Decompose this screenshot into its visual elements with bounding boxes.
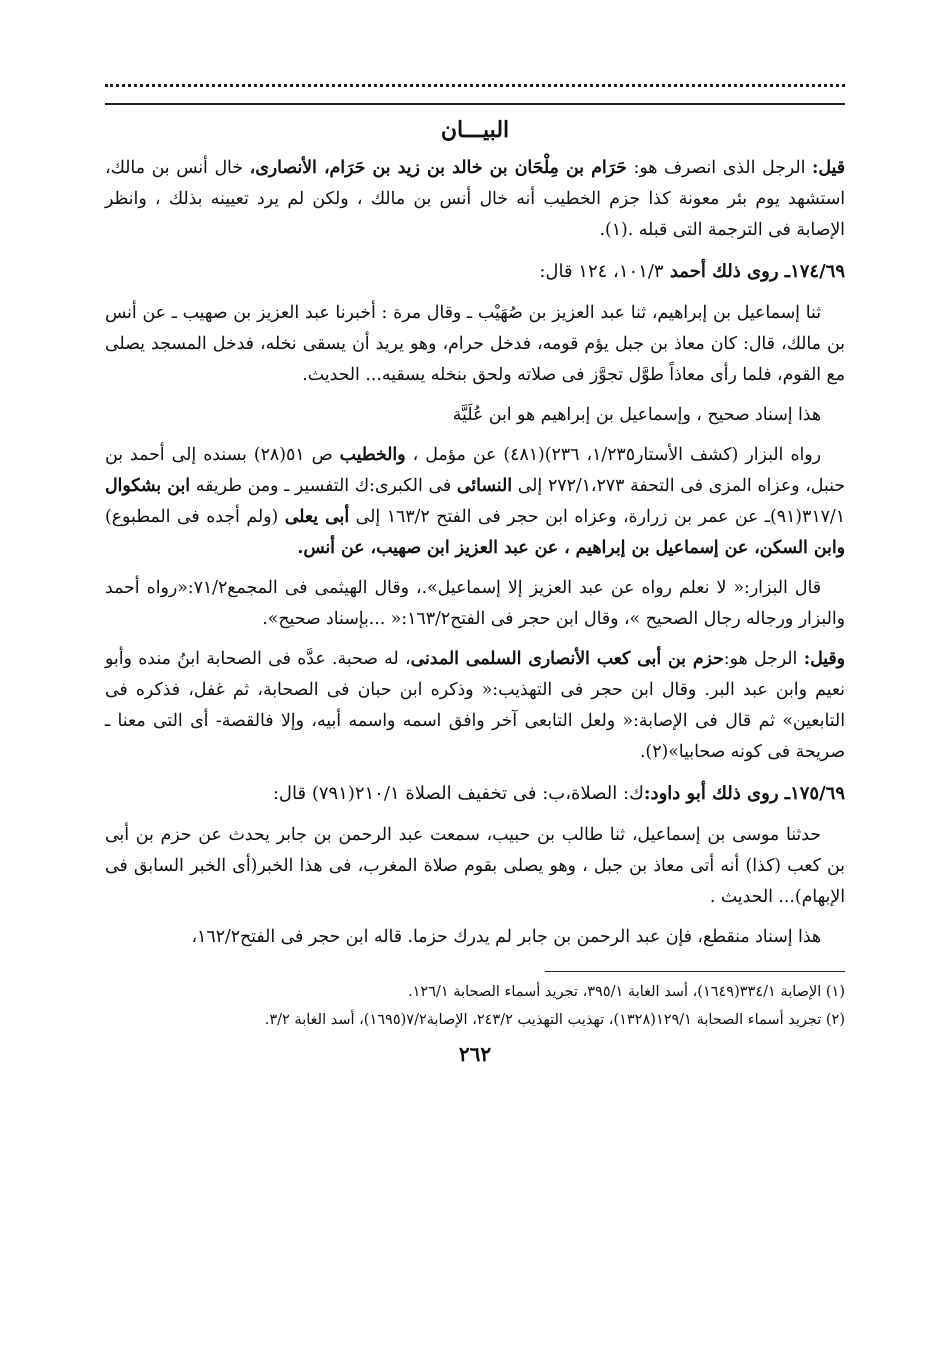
- narrator-name: حزم بن أبى كعب الأنصارى السلمى المدنى: [410, 649, 724, 669]
- hadith-text-175: حدثنا موسى بن إسماعيل، ثنا طالب بن حبيب، سمعت عبد الرحمن بن جابر يحدث عن حزم بن أبى بن كعب (كذا) أنه أتى معاذ بن جبل ، وهو يصلى بقوم صلاة المغرب، فى هذا الخبر(أى الخبر السابق فى الإبهام)... الحديث .: [105, 825, 845, 907]
- narrator-name: حَرَام بن مِلْحَان بن خالد بن زيد بن حَرَام، الأنصارى،: [249, 158, 627, 178]
- paragraph-hazm: [105, 644, 845, 768]
- takhrij-paragraph: [105, 440, 845, 564]
- hadith-number: ١٧٤/٦٩ـ: [784, 261, 845, 282]
- hadith-heading-175: [105, 777, 845, 810]
- takhrij-text: (ولم أجده فى المطبوع): [105, 507, 285, 527]
- hadith-number: ١٧٥/٦٩ـ: [784, 783, 845, 804]
- heading-lead: روى ذلك أبو داود:: [643, 783, 785, 804]
- page-number: ٢٦٢: [458, 1042, 492, 1066]
- footnote-divider: [545, 971, 845, 972]
- header-divider: [105, 103, 845, 105]
- paragraph-text: ، له صحبة. عدَّه فى الصحابة ابنُ منده وأبو نعيم وابن عبد البر. وقال ابن حجر فى التهذيب:« وذكره ابن حبان فى الصحابة، ثم غفل، فذكره فى التابعين» ثم قال فى الإصابة:« ولعل التابعى آخر وافق اسمه واسمه أبيه، وإلا فالقصة- أى التى معنا ـ صريحة فى كونه صحابيا»(٢).: [105, 649, 845, 762]
- footnote-2: (٢) تجريد أسماء الصحابة ١٢٩/١(١٣٢٨)، تهذيب التهذيب ٢٤٣/٢، الإصابة٧/٢(١٦٩٥)، أسد الغابة ٣/٢.: [264, 1012, 845, 1028]
- document-page: [105, 84, 845, 1066]
- takhrij-source: أبى يعلى: [284, 507, 350, 527]
- takhrij-text: رواه البزار (كشف الأستار١/٢٣٥، ٢٣٦)(٤٨١) عن مؤمل ،: [405, 445, 821, 465]
- hadith-text-174: ثنا إسماعيل بن إبراهيم، ثنا عبد العزيز بن صُهَيْب ـ وقال مرة : أخبرنا عبد العزيز بن صهيب ـ عن أنس بن مالك، قال: كان معاذ بن جبل يؤم قومه، فدخل حرام، وهو يريد أن يسقى نخله، فدخل المسجد يصلى مع القوم، فلما رأى معاذاً طوَّل تجوَّز فى صلاته ولحق بنخله يسقيه... الحديث.: [105, 303, 845, 385]
- paragraph-text: الرجل الذى انصرف هو:: [626, 158, 813, 178]
- takhrij-source: النسائى: [456, 476, 513, 496]
- takhrij-text: ٣١٧/١(٩١)ـ عن عمر بن زرارة، وعزاه ابن حجر فى الفتح ١٦٣/٢ إلى: [349, 507, 845, 527]
- dotted-divider: [105, 84, 845, 87]
- paragraph-text: الرجل هو:: [723, 649, 804, 669]
- footnote-1: (١) الإصابة ٣٣٤/١(١٦٤٩)، أسد الغابة ٣٩٥/١، تجريد أسماء الصحابة ١٢٦/١.: [408, 984, 845, 1000]
- isnad-note: هذا إسناد منقطع، فإن عبد الرحمن بن جابر لم يدرك حزما. قاله ابن حجر فى الفتح١٦٢/٢،: [191, 927, 821, 947]
- paragraph-lead: قيل:: [812, 158, 845, 178]
- takhrij-text: ص ٥١(٢٨) بسنده إلى أحمد بن حنبل، وعزاه المزى فى التحفة ٢٧٢/١،٢٧٣ إلى: [105, 445, 845, 496]
- heading-reference: ١٠١/٣، ١٢٤ قال:: [539, 261, 664, 282]
- heading-lead: روى ذلك أحمد: [663, 261, 785, 282]
- paragraph-lead: وقيل:: [803, 649, 845, 669]
- takhrij-source: والخطيب: [339, 445, 406, 465]
- section-title: البيـــان: [440, 117, 510, 143]
- isnad-grading: هذا إسناد صحيح ، وإسماعيل بن إبراهيم هو ابن عُلَيَّة: [452, 405, 821, 425]
- takhrij-chain: وابن السكن، عن إسماعيل بن إبراهيم ، عن عبد العزيز ابن صهيب، عن أنس.: [297, 538, 845, 558]
- paragraph-hiram: [105, 153, 845, 246]
- takhrij-source: ابن بشكوال: [105, 476, 191, 496]
- scholar-comments: قال البزار:« لا نعلم رواه عن عبد العزيز إلا إسماعيل».، وقال الهيثمى فى المجمع٧١/٢:«رواه أحمد والبزار ورجاله رجال الصحيح »، وقال ابن حجر فى الفتح١٦٣/٢:« ...بإسناد صحيح».: [105, 578, 845, 629]
- paragraph-text: خال أنس بن مالك، استشهد يوم بئر معونة كذا جزم الخطيب أنه خال أنس بن مالك ، ولكن لم يرد تعيينه بذلك ، وانظر الإصابة فى الترجمة التى قبله .(١).: [105, 158, 845, 240]
- hadith-heading-174: [105, 255, 845, 288]
- takhrij-text: فى الكبرى:ك التفسير ـ ومن طريقه: [190, 476, 457, 496]
- heading-reference: ك: الصلاة،ب: فى تخفيف الصلاة ٢١٠/١(٧٩١) قال:: [272, 783, 644, 804]
